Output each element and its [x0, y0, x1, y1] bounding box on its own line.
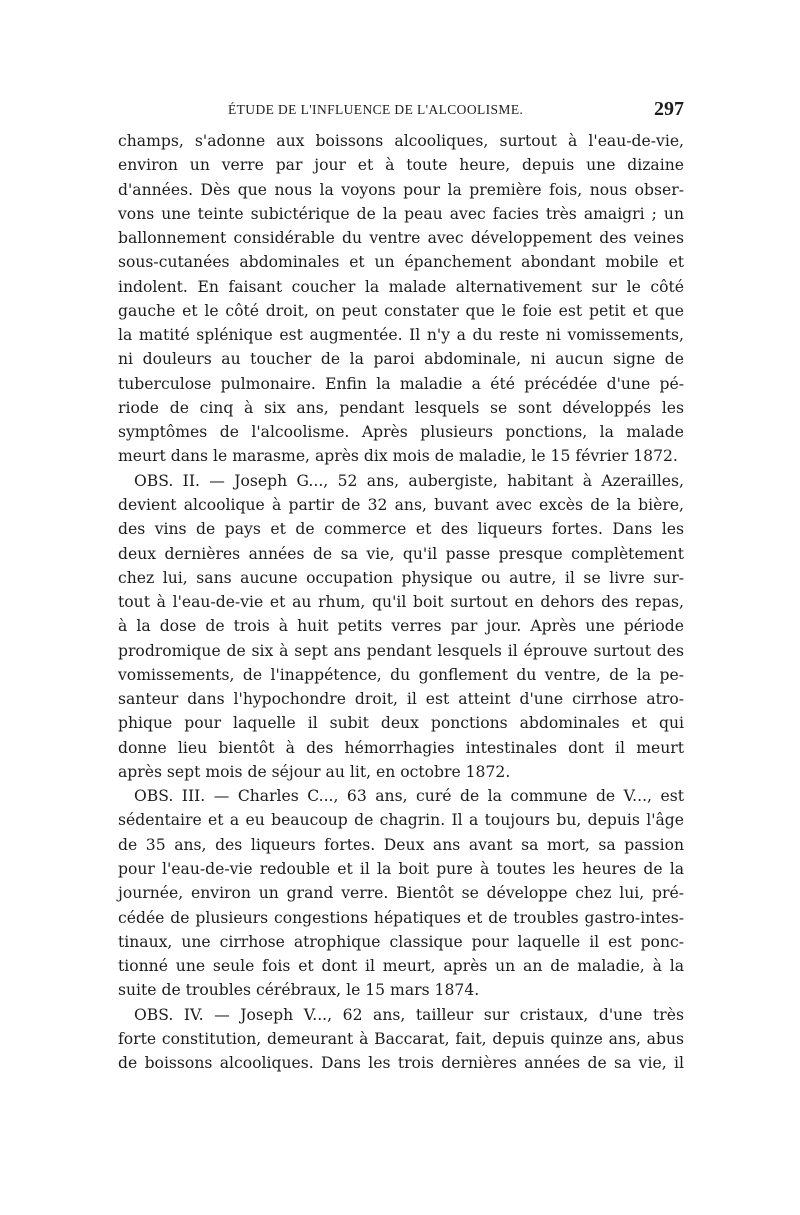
text-line: OBS. II. — Joseph G..., 52 ans, aubergiste, habitant à Azerailles,	[134, 471, 684, 490]
text-line: devient alcoolique à partir de 32 ans, buvant avec excès de la bière,	[118, 495, 684, 514]
text-line: ballonnement considérable du ventre avec développement des veines	[118, 229, 684, 248]
text-line: santeur dans l'hypochondre droit, il est atteint d'une cirrhose atro-	[118, 690, 684, 709]
text-line: riode de cinq à six ans, pendant lesquels se sont développés les	[118, 398, 684, 417]
text-line: à la dose de trois à huit petits verres par jour. Après une période	[118, 617, 684, 636]
page-header	[118, 98, 684, 126]
text-line: vomissements, de l'inappétence, du gonflement du ventre, de la pe-	[118, 665, 684, 684]
text-line: forte constitution, demeurant à Baccarat, fait, depuis quinze ans, abus	[118, 1029, 684, 1048]
text-line: phique pour laquelle il subit deux ponctions abdominales et qui	[118, 714, 684, 733]
text-line: cédée de plusieurs congestions hépatiques et de troubles gastro-intes-	[118, 908, 684, 927]
text-line: après sept mois de séjour au lit, en octobre 1872.	[118, 762, 511, 781]
text-line: indolent. En faisant coucher la malade alternativement sur le côté	[118, 277, 684, 296]
text-line: tinaux, une cirrhose atrophique classique pour laquelle il est ponc-	[118, 932, 684, 951]
text-line: de 35 ans, des liqueurs fortes. Deux ans avant sa mort, sa passion	[118, 835, 684, 854]
text-line: gauche et le côté droit, on peut constater que le foie est petit et que	[118, 301, 684, 320]
text-line: champs, s'adonne aux boissons alcooliques, surtout à l'eau-de-vie,	[118, 132, 684, 150]
text-line: prodromique de six à sept ans pendant lesquels il éprouve surtout des	[118, 641, 684, 660]
text-line: chez lui, sans aucune occupation physique ou autre, il se livre sur-	[118, 568, 684, 587]
page-number: 297	[654, 98, 684, 120]
text-line: pour l'eau-de-vie redouble et il la boit pure à toutes les heures de la	[118, 859, 684, 878]
text-line: symptômes de l'alcoolisme. Après plusieurs ponctions, la malade	[118, 423, 684, 442]
text-line: d'années. Dès que nous la voyons pour la première fois, nous obser-	[118, 180, 684, 199]
text-line: sous-cutanées abdominales et un épanchement abondant mobile et	[118, 253, 684, 272]
text-line: ni douleurs au toucher de la paroi abdominale, ni aucun signe de	[118, 350, 684, 369]
text-line: deux dernières années de sa vie, qu'il passe presque complètement	[118, 544, 684, 563]
text-line: tout à l'eau-de-vie et au rhum, qu'il boit surtout en dehors des repas,	[118, 593, 684, 612]
text-line: tuberculose pulmonaire. Enfin la maladie a été précédée d'une pé-	[118, 374, 684, 393]
text-line: vons une teinte subictérique de la peau avec facies très amaigri ; un	[118, 204, 684, 223]
text-line: tionné une seule fois et dont il meurt, après un an de maladie, à la	[118, 957, 684, 976]
running-title: ÉTUDE DE L'INFLUENCE DE L'ALCOOLISME.	[228, 102, 524, 117]
text-line: des vins de pays et de commerce et des liqueurs fortes. Dans les	[118, 520, 684, 539]
text-line: donne lieu bientôt à des hémorrhagies intestinales dont il meurt	[118, 738, 684, 757]
body-text	[118, 129, 684, 1075]
text-line: environ un verre par jour et à toute heure, depuis une dizaine	[118, 156, 684, 175]
text-line: de boissons alcooliques. Dans les trois dernières années de sa vie, il	[118, 1054, 684, 1073]
text-line: OBS. IV. — Joseph V..., 62 ans, tailleur sur cristaux, d'une très	[134, 1005, 684, 1024]
text-line: OBS. III. — Charles C..., 63 ans, curé de la commune de V..., est	[134, 787, 684, 806]
text-line: suite de troubles cérébraux, le 15 mars 1874.	[118, 981, 480, 1000]
text-line: sédentaire et a eu beaucoup de chagrin. Il a toujours bu, depuis l'âge	[118, 811, 684, 830]
text-line: meurt dans le marasme, après dix mois de maladie, le 15 février 1872.	[118, 447, 678, 466]
text-line: journée, environ un grand verre. Bientôt se développe chez lui, pré-	[118, 884, 684, 903]
text-line: la matité splénique est augmentée. Il n'y a du reste ni vomissements,	[118, 326, 684, 345]
